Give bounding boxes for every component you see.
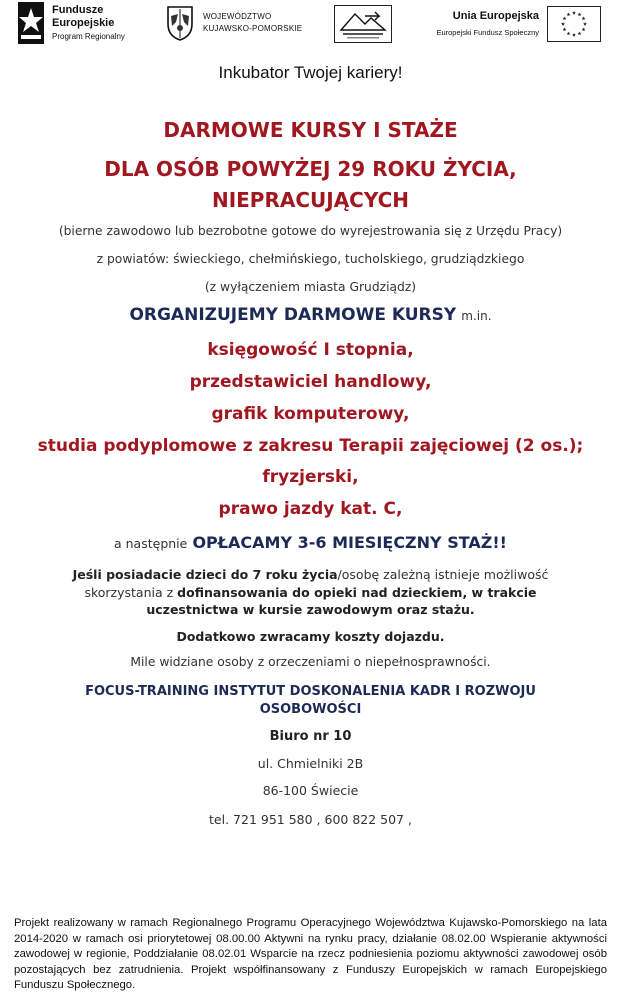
eligibility-line2: z powiatów: świeckiego, chełmińskiego, tucholskiego, grudziądzkiego	[96, 252, 525, 266]
internship-prefix: a następnie	[114, 536, 188, 551]
childcare-line3: uczestnictwa w kursie zawodowym oraz stażu.	[146, 602, 475, 617]
arrow-emblem-icon	[335, 6, 391, 42]
childcare-line2	[0, 585, 621, 600]
unia-europejska-logo	[420, 4, 605, 44]
wup-logo	[334, 5, 392, 43]
childcare-l2a: skorzystania z	[84, 585, 174, 600]
fe-line1: Fundusze	[52, 4, 104, 16]
childcare-l1a: Jeśli posiadacie dzieci do 7 roku życia	[72, 567, 338, 582]
childcare-l1b: /osobę zależną istnieje możliwość	[337, 567, 549, 582]
headline-line2: DLA OSÓB POWYŻEJ 29 ROKU ŻYCIA,	[104, 157, 517, 181]
fe-line3: Program Regionalny	[52, 32, 125, 41]
fundusze-star-icon	[18, 2, 44, 44]
region-line1: WOJEWÓDZTWO	[203, 12, 272, 21]
courses-heading	[0, 305, 621, 325]
course-item: prawo jazdy kat. C,	[218, 499, 403, 519]
phone-numbers: tel. 721 951 580 , 600 822 507 ,	[209, 812, 412, 827]
street-address: ul. Chmielniki 2B	[257, 756, 364, 771]
region-line2: KUJAWSKO-POMORSKIE	[203, 24, 303, 33]
city-address: 86-100 Świecie	[262, 783, 359, 798]
course-item: fryzjerski,	[262, 467, 359, 487]
internship-line	[0, 533, 621, 552]
childcare-l2b: dofinansowania do opieki nad dzieckiem, w trakcie	[177, 585, 537, 600]
courses-heading-suffix: m.in.	[461, 309, 492, 323]
courses-heading-text: ORGANIZUJEMY DARMOWE KURSY	[129, 305, 457, 325]
course-item: przedstawiciel handlowy,	[189, 372, 432, 392]
course-item: grafik komputerowy,	[211, 404, 410, 424]
childcare-line1	[0, 567, 621, 582]
course-item: studia podyplomowe z zakresu Terapii zajęciowej (2 os.);	[37, 436, 584, 456]
headline-line1: DARMOWE KURSY I STAŻE	[163, 118, 458, 142]
disability-note: Mile widziane osoby z orzeczeniami o niepełnosprawności.	[130, 655, 491, 669]
headline-line3: NIEPRACUJĄCYCH	[211, 188, 410, 212]
eligibility-line3: (z wyłączeniem miasta Grudziądz)	[204, 280, 417, 294]
eligibility-line1: (bierne zawodowo lub bezrobotne gotowe do wyrejestrowania się z Urzędu Pracy)	[58, 224, 563, 238]
coat-of-arms-icon	[165, 4, 195, 42]
kujawsko-pomorskie-logo	[165, 4, 315, 44]
funding-footer: Projekt realizowany w ramach Regionalnego Programu Operacyjnego Województwa Kujawsko-Pomorskiego na lata 2014-2020 w ramach osi priorytetowej 08.00.00 Aktywni na rynku pracy, działanie 08.02.00 Wspieranie aktywności zawodowej w regionie, Poddziałanie 08.02.01 Wsparcie na rzecz podniesienia poziomu aktywności zawodowej osób pozostających bez zatrudnienia. Projekt współfinansowany z Funduszy Europejskich w ramach Europejskiego Funduszu Społecznego.	[14, 917, 607, 991]
internship-text: OPŁACAMY 3-6 MIESIĘCZNY STAŻ!!	[192, 533, 507, 552]
organizer-line2: OSOBOWOŚCI	[259, 702, 362, 717]
fundusze-europejskie-logo	[18, 2, 148, 46]
fe-line2: Europejskie	[52, 17, 115, 29]
organizer-line1: FOCUS-TRAINING INSTYTUT DOSKONALENIA KADR I ROZWOJU	[85, 684, 536, 699]
course-item: księgowość I stopnia,	[207, 340, 414, 360]
travel-note: Dodatkowo zwracamy koszty dojazdu.	[176, 629, 445, 644]
office: Biuro nr 10	[269, 729, 352, 744]
eu-flag-icon	[547, 6, 601, 42]
tagline: Inkubator Twojej kariery!	[218, 63, 403, 82]
logo-strip	[0, 0, 621, 48]
eu-line2: Europejski Fundusz Społeczny	[436, 28, 539, 37]
eu-line1: Unia Europejska	[452, 10, 539, 22]
